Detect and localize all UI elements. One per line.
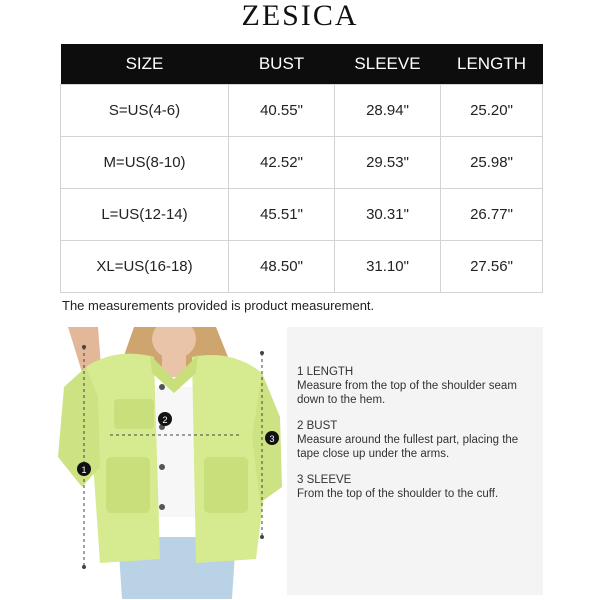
brand-logo: ZESICA — [241, 0, 359, 32]
chest-pocket — [114, 399, 154, 429]
instruction-desc: From the top of the shoulder to the cuff. — [297, 488, 499, 500]
cell-sleeve: 31.10" — [335, 241, 441, 293]
lower-pocket-right — [204, 457, 248, 513]
cell-sleeve: 29.53" — [335, 137, 441, 189]
cell-size: S=US(4-6) — [61, 85, 229, 137]
button — [159, 384, 165, 390]
cell-bust: 42.52" — [229, 137, 335, 189]
header-length: LENGTH — [441, 44, 543, 85]
header-size: SIZE — [61, 44, 229, 85]
marker-sleeve-label: 3 — [269, 434, 275, 444]
table-header-row — [61, 44, 543, 85]
instruction-desc: Measure from the top of the shoulder seam down to the hem. — [297, 380, 517, 406]
cell-length: 27.56" — [441, 241, 543, 293]
cell-bust: 48.50" — [229, 241, 335, 293]
table-row — [61, 189, 543, 241]
instruction-title: 1 LENGTH — [297, 366, 354, 378]
cell-sleeve: 30.31" — [335, 189, 441, 241]
marker-length-label: 1 — [81, 465, 87, 475]
cell-size: M=US(8-10) — [61, 137, 229, 189]
measurement-instructions — [287, 327, 543, 595]
instruction-bust — [297, 419, 537, 461]
cell-bust: 45.51" — [229, 189, 335, 241]
instruction-length — [297, 365, 537, 407]
table-row — [61, 85, 543, 137]
table-row — [61, 137, 543, 189]
instruction-title: 3 SLEEVE — [297, 474, 352, 486]
button — [159, 464, 165, 470]
cell-length: 25.20" — [441, 85, 543, 137]
size-chart-table — [60, 44, 543, 293]
instruction-desc: Measure around the fullest part, placing the tape close up under the arms. — [297, 434, 519, 460]
cell-bust: 40.55" — [229, 85, 335, 137]
jacket-illustration — [56, 327, 286, 599]
instruction-sleeve — [297, 473, 537, 501]
header-sleeve: SLEEVE — [335, 44, 441, 85]
measurement-note: The measurements provided is product measurement. — [62, 298, 375, 313]
cell-size: XL=US(16-18) — [61, 241, 229, 293]
inner-tee — [156, 387, 196, 517]
cell-length: 26.77" — [441, 189, 543, 241]
cell-sleeve: 28.94" — [335, 85, 441, 137]
table-row — [61, 241, 543, 293]
lower-pocket-left — [106, 457, 150, 513]
cell-size: L=US(12-14) — [61, 189, 229, 241]
model-photo — [56, 327, 286, 599]
marker-bust-label: 2 — [162, 415, 168, 425]
cell-length: 25.98" — [441, 137, 543, 189]
instruction-title: 2 BUST — [297, 420, 338, 432]
header-bust: BUST — [229, 44, 335, 85]
button — [159, 504, 165, 510]
